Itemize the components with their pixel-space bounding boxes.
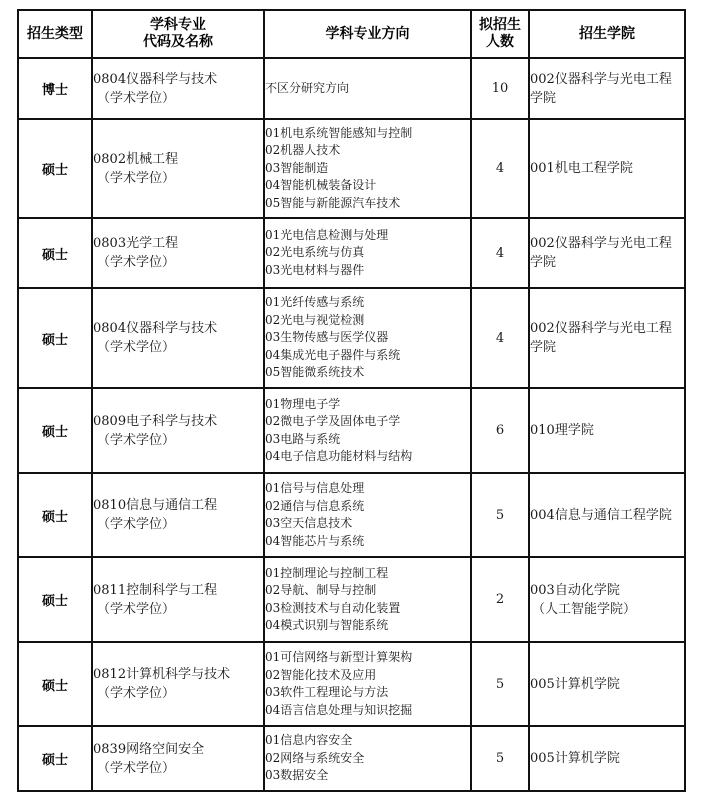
direction-item: 04智能芯片与系统 (265, 533, 365, 548)
quota-cell: 6 (471, 388, 529, 473)
header-count-line2: 人数 (486, 34, 514, 50)
major-cell (92, 119, 264, 218)
direction-item: 02机器人技术 (265, 143, 341, 158)
direction-cell (264, 218, 471, 288)
table-row (18, 642, 685, 726)
admissions-table (17, 9, 686, 792)
quota-cell: 4 (471, 119, 529, 218)
major-cell (92, 58, 264, 119)
direction-item: 03智能制造 (265, 160, 329, 175)
major-cell (92, 642, 264, 726)
header-major-line1: 学科专业 (150, 17, 206, 33)
major-degree-kind: （学术学位） (97, 170, 176, 186)
direction-item: 02导航、制导与控制 (265, 583, 377, 597)
direction-item: 03空天信息技术 (265, 516, 353, 530)
direction-item: 01可信网络与新型计算架构 (265, 650, 413, 664)
major-cell (92, 388, 264, 473)
direction-cell (264, 726, 471, 791)
direction-item: 02通信与信息系统 (265, 498, 365, 513)
major-degree-kind: （学术学位） (97, 517, 176, 532)
college-name: 010理学院 (530, 423, 594, 438)
major-degree-kind: （学术学位） (97, 760, 176, 776)
college-name: 001机电工程学院 (530, 161, 633, 176)
table-body (18, 58, 685, 791)
direction-item: 02光电系统与仿真 (265, 245, 365, 260)
direction-item: 不区分研究方向 (265, 80, 350, 95)
college-cell (529, 388, 685, 473)
major-name: 0812计算机科学与技术 (93, 667, 231, 682)
direction-item: 04集成光电子器件与系统 (265, 347, 401, 362)
header-major-line2: 代码及名称 (143, 34, 213, 50)
major-cell (92, 288, 264, 388)
major-name: 0804仪器科学与技术 (93, 321, 218, 336)
direction-cell (264, 642, 471, 726)
direction-item: 03电路与系统 (265, 431, 341, 446)
direction-item: 04电子信息功能材料与结构 (265, 449, 413, 463)
degree-type-cell: 硕士 (18, 726, 92, 791)
degree-type-cell: 硕士 (18, 388, 92, 473)
major-degree-kind: （学术学位） (97, 432, 176, 448)
college-cell (529, 726, 685, 791)
college-cell (529, 557, 685, 642)
direction-item: 01光电信息检测与处理 (265, 227, 389, 242)
major-name: 0804仪器科学与技术 (93, 71, 218, 87)
quota-cell: 5 (471, 726, 529, 791)
header-direction: 学科专业方向 (264, 10, 471, 58)
major-name: 0839网络空间安全 (93, 741, 205, 757)
direction-item: 04智能机械装备设计 (265, 178, 377, 193)
table-row (18, 119, 685, 218)
college-alt-name: （人工智能学院） (532, 601, 637, 617)
major-cell (92, 218, 264, 288)
direction-item: 03生物传感与医学仪器 (265, 330, 389, 345)
header-type: 招生类型 (18, 10, 92, 58)
major-name: 0809电子科学与技术 (93, 413, 218, 429)
college-cell (529, 58, 685, 119)
college-cell (529, 218, 685, 288)
direction-item: 02光电与视觉检测 (265, 312, 365, 327)
quota-cell: 4 (471, 288, 529, 388)
college-cell (529, 473, 685, 557)
header-count-line1: 拟招生 (479, 17, 521, 33)
college-name: 002仪器科学与光电工程学院 (530, 321, 672, 355)
direction-item: 05智能微系统技术 (265, 365, 365, 380)
direction-item: 01物理电子学 (265, 396, 341, 411)
degree-type-cell: 硕士 (18, 288, 92, 388)
table-row (18, 58, 685, 119)
direction-cell (264, 473, 471, 557)
direction-cell (264, 557, 471, 642)
college-name: 003自动化学院 (530, 582, 620, 598)
direction-cell (264, 388, 471, 473)
direction-item: 01光纤传感与系统 (265, 295, 365, 310)
degree-type-cell: 硕士 (18, 218, 92, 288)
direction-item: 03数据安全 (265, 768, 329, 783)
major-cell (92, 726, 264, 791)
direction-item: 03光电材料与器件 (265, 262, 365, 277)
college-cell (529, 288, 685, 388)
table-row (18, 388, 685, 473)
major-degree-kind: （学术学位） (97, 686, 176, 701)
quota-cell: 5 (471, 642, 529, 726)
major-degree-kind: （学术学位） (97, 255, 176, 270)
direction-item: 05智能与新能源汽车技术 (265, 195, 401, 210)
college-cell (529, 119, 685, 218)
quota-cell: 2 (471, 557, 529, 642)
direction-item: 02微电子学及固体电子学 (265, 414, 401, 428)
major-name: 0811控制科学与工程 (93, 582, 218, 598)
direction-item: 04模式识别与智能系统 (265, 618, 389, 632)
major-name: 0803光学工程 (93, 236, 179, 251)
major-name: 0810信息与通信工程 (93, 498, 218, 513)
direction-item: 02智能化技术及应用 (265, 667, 377, 682)
direction-cell (264, 58, 471, 119)
direction-item: 04语言信息处理与知识挖掘 (265, 702, 413, 717)
degree-type-cell: 硕士 (18, 473, 92, 557)
header-count (471, 10, 529, 58)
header-college: 招生学院 (529, 10, 685, 58)
table-row (18, 218, 685, 288)
direction-item: 01信号与信息处理 (265, 481, 365, 495)
degree-type-cell: 博士 (18, 58, 92, 119)
direction-item: 03软件工程理论与方法 (265, 685, 389, 699)
direction-item: 01控制理论与控制工程 (265, 565, 389, 580)
direction-item: 01信息内容安全 (265, 733, 353, 748)
college-cell (529, 642, 685, 726)
major-cell (92, 473, 264, 557)
direction-item: 02网络与系统安全 (265, 750, 365, 765)
direction-cell (264, 288, 471, 388)
college-name: 002仪器科学与光电工程学院 (530, 236, 672, 270)
table-row (18, 557, 685, 642)
major-degree-kind: （学术学位） (97, 601, 176, 617)
direction-item: 01机电系统智能感知与控制 (265, 125, 413, 140)
quota-cell: 5 (471, 473, 529, 557)
major-degree-kind: （学术学位） (97, 90, 176, 106)
table-row (18, 473, 685, 557)
quota-cell: 4 (471, 218, 529, 288)
college-name: 002仪器科学与光电工程学院 (530, 71, 672, 106)
direction-cell (264, 119, 471, 218)
degree-type-cell: 硕士 (18, 557, 92, 642)
table-row (18, 288, 685, 388)
table-row (18, 726, 685, 791)
major-cell (92, 557, 264, 642)
college-name: 004信息与通信工程学院 (530, 507, 672, 523)
college-name: 005计算机学院 (530, 751, 620, 766)
header-row (18, 10, 685, 58)
major-name: 0802机械工程 (93, 151, 179, 167)
college-name: 005计算机学院 (530, 676, 620, 692)
degree-type-cell: 硕士 (18, 642, 92, 726)
quota-cell: 10 (471, 58, 529, 119)
direction-item: 03检测技术与自动化装置 (265, 600, 401, 615)
header-major (92, 10, 264, 58)
major-degree-kind: （学术学位） (97, 340, 176, 355)
degree-type-cell: 硕士 (18, 119, 92, 218)
